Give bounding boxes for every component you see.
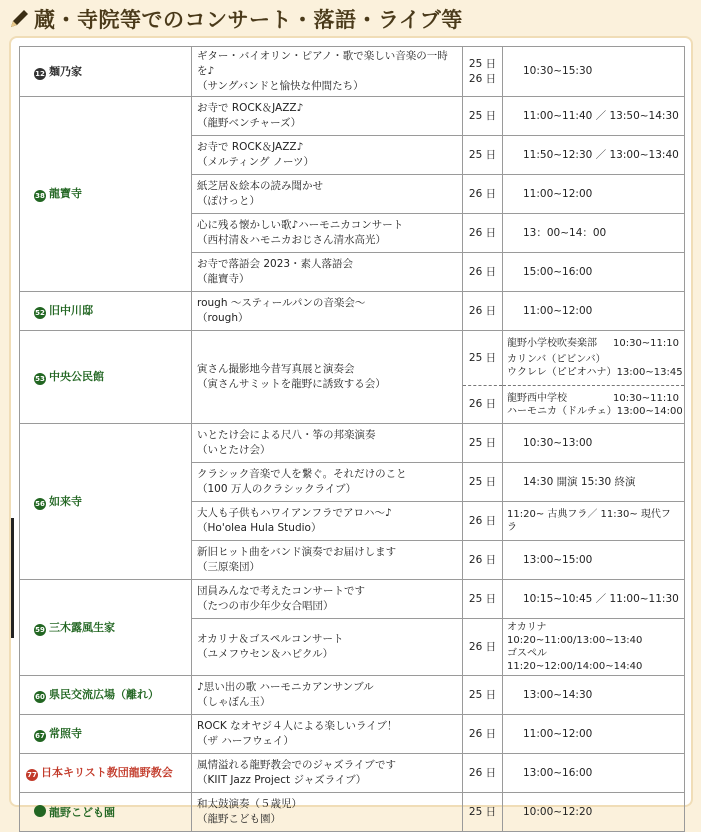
venue-marker: 12 [35, 69, 45, 78]
time-cell: 13:00~14:30 [503, 676, 685, 715]
table-row [20, 47, 685, 97]
venue-marker: 77 [27, 771, 37, 779]
event-performer: （三原楽団） [197, 561, 260, 573]
venue-cell [20, 676, 192, 715]
venue-name: 麺乃家 [49, 64, 82, 78]
event-day: 25 日 [463, 136, 503, 175]
time-cell [503, 331, 685, 386]
table-row [20, 292, 685, 331]
event-title: 団員みんなで考えたコンサートです [197, 585, 365, 597]
table-row [20, 754, 685, 793]
sub-item-name: ウクレレ（ピピオハナ） [507, 367, 617, 378]
event-performer: （ぽけっと） [197, 195, 260, 207]
venue-cell [20, 754, 192, 793]
event-cell [192, 97, 463, 136]
table-row [20, 424, 685, 463]
time-cell: 11:00~12:00 [503, 292, 685, 331]
venue-cell [20, 331, 192, 424]
event-performer: （Ho'olea Hula Studio） [197, 522, 322, 534]
event-day: 25 日 [468, 57, 497, 70]
time-cell: 14:30 開演 15:30 終演 [503, 463, 685, 502]
table-row [20, 676, 685, 715]
venue-marker: 67 [35, 732, 45, 740]
time-cell [503, 619, 685, 676]
event-performer: （龍野こども園） [197, 813, 281, 825]
event-performer: （100 万人のクラシックライブ） [197, 483, 357, 495]
event-title: 心に残る懐かしい歌♪ハーモニカコンサート [197, 219, 404, 231]
event-cell [192, 175, 463, 214]
event-title: お寺で落語会 2023・素人落語会 [197, 258, 354, 270]
event-title: 寅さん撮影地今昔写真展と演奏会 [197, 363, 355, 375]
event-cell [192, 676, 463, 715]
time-line: ゴスペル 11:20~12:00/14:00~14:40 [507, 648, 643, 672]
day-cell [463, 47, 503, 97]
venue-marker: 59 [35, 625, 45, 634]
event-title: オカリナ＆ゴスペルコンサート [197, 633, 344, 645]
event-day: 26 日 [463, 214, 503, 253]
venue-marker: 56 [35, 499, 45, 508]
event-day: 26 日 [463, 502, 503, 541]
time-cell: 11:20~ 古典フラ／ 11:30~ 現代フラ [503, 502, 685, 541]
table-row [20, 715, 685, 754]
schedule-table [19, 46, 685, 832]
sub-item-time: 10:30~11:10 [612, 392, 679, 404]
event-day: 25 日 [463, 424, 503, 463]
event-performer: （龍寶寺） [197, 273, 250, 285]
event-cell [192, 214, 463, 253]
edge-bar [11, 518, 14, 638]
event-cell [192, 47, 463, 97]
venue-name: 県民交流広場（離れ） [49, 688, 159, 701]
event-cell [192, 580, 463, 619]
table-row [20, 580, 685, 619]
venue-cell [20, 47, 192, 97]
event-day: 26 日 [463, 715, 503, 754]
sub-item-time: 10:30~11:10 [612, 338, 679, 349]
sub-item [507, 392, 679, 405]
sub-item [507, 366, 683, 379]
event-title: いとたけ会による尺八・筝の邦楽演奏 [197, 429, 376, 441]
event-cell [192, 292, 463, 331]
event-title: お寺で ROCK＆JAZZ♪ [197, 102, 304, 114]
table-row [20, 331, 685, 386]
venue-name: 龍野こども園 [49, 805, 115, 819]
event-performer: （しゃぼん玉） [197, 696, 271, 708]
venue-marker: 38 [35, 192, 45, 200]
time-cell: 13:00~15:00 [503, 541, 685, 580]
event-cell [192, 253, 463, 292]
time-cell: 11:50~12:30 ／ 13:00~13:40 [503, 136, 685, 175]
table-row [20, 793, 685, 832]
schedule-panel [11, 38, 691, 825]
sub-item-name: 龍野西中学校 [507, 392, 567, 404]
event-performer: （いとたけ会） [197, 444, 271, 456]
event-title: ギター・バイオリン・ピアノ・歌で楽しい音楽の一時を♪ [197, 50, 448, 77]
event-title: ROCK なオヤジ４人による楽しいライブ！ [197, 720, 398, 732]
sub-item-name: カリンバ（ピビンバ） [507, 354, 606, 365]
sub-item-time: 13:00~13:45 [616, 367, 683, 378]
event-day: 26 日 [463, 754, 503, 793]
event-cell [192, 793, 463, 832]
time-cell: 11:00~12:00 [503, 715, 685, 754]
event-performer: （サングバンドと愉快な仲間たち） [197, 80, 364, 92]
time-cell: 10:30~13:00 [503, 424, 685, 463]
event-performer: （メルティング ノーツ） [197, 156, 315, 168]
sub-item-name: ハーモニカ（ドルチェ） [507, 405, 617, 417]
venue-name: 常照寺 [49, 727, 82, 740]
sub-item [507, 353, 679, 366]
event-day: 25 日 [463, 97, 503, 136]
event-day: 25 日 [463, 676, 503, 715]
event-cell [192, 541, 463, 580]
venue-name: 日本キリスト教団龍野教会 [41, 766, 173, 779]
pencil-icon [8, 8, 30, 30]
table-row [20, 97, 685, 136]
time-cell: 11:00~11:40 ／ 13:50~14:30 [503, 97, 685, 136]
event-performer: （西村清＆ハモニカおじさん清水高光） [197, 234, 386, 246]
venue-marker-dot [34, 805, 46, 817]
venue-marker: 52 [35, 309, 45, 317]
venue-name: 龍寶寺 [49, 187, 82, 200]
venue-cell [20, 424, 192, 580]
venue-name: 三木露風生家 [49, 620, 115, 634]
time-cell: 11:00~12:00 [503, 175, 685, 214]
time-cell: 15:00~16:00 [503, 253, 685, 292]
venue-marker: 60 [35, 693, 45, 701]
event-cell [192, 331, 463, 424]
sub-item-name: 龍野小学校吹奏楽部 [507, 338, 597, 349]
venue-cell [20, 97, 192, 292]
event-day: 25 日 [463, 463, 503, 502]
sub-item [507, 405, 683, 418]
time-cell: 10:00~12:20 [503, 793, 685, 832]
event-title: 風情溢れる龍野教会でのジャズライブです [197, 759, 396, 771]
time-cell [503, 386, 685, 424]
event-day: 26 日 [463, 619, 503, 676]
time-cell: 10:15~10:45 ／ 11:00~11:30 [503, 580, 685, 619]
event-title: 和太鼓演奏（５歳児） [197, 798, 302, 810]
venue-cell [20, 715, 192, 754]
event-title: ♪思い出の歌 ハーモニカアンサンブル [197, 681, 374, 693]
event-day: 25 日 [463, 331, 503, 386]
event-day: 26 日 [463, 541, 503, 580]
event-performer: （KIIT Jazz Project ジャズライブ） [197, 774, 367, 786]
event-day: 26 日 [463, 253, 503, 292]
event-performer: （寅さんサミットを龍野に誘致する会） [197, 378, 386, 390]
event-day: 25 日 [463, 793, 503, 832]
venue-cell [20, 292, 192, 331]
time-cell: 13:00~16:00 [503, 754, 685, 793]
time-cell: 13：00~14：00 [503, 214, 685, 253]
event-title: rough ～スティールパンの音楽会～ [197, 297, 366, 309]
time-cell: 10:30~15:30 [503, 47, 685, 97]
time-line: オカリナ 10:20~11:00/13:00~13:40 [507, 622, 643, 646]
venue-name: 旧中川邸 [49, 304, 93, 317]
event-performer: （ザ ハーフウェイ） [197, 735, 294, 747]
venue-name: 中央公民館 [49, 370, 104, 383]
event-cell [192, 715, 463, 754]
event-day: 26 日 [468, 72, 497, 85]
sub-item [507, 337, 679, 350]
event-performer: （rough） [197, 312, 249, 324]
sub-item-time: 13:00~14:00 [616, 405, 683, 417]
event-title: クラシック音楽で人を繋ぐ。それだけのこと [197, 468, 407, 480]
event-cell [192, 619, 463, 676]
event-title: 大人も子供もハワイアンフラでアロハ～♪ [197, 507, 392, 519]
event-performer: （龍野ベンチャーズ） [197, 117, 302, 129]
event-day: 26 日 [463, 292, 503, 331]
event-cell [192, 754, 463, 793]
event-title: 紙芝居＆絵本の読み聞かせ [197, 180, 323, 192]
event-cell [192, 463, 463, 502]
venue-name: 如来寺 [49, 494, 82, 508]
event-day: 26 日 [463, 386, 503, 424]
event-performer: （ユメフウセン＆ハピクル） [197, 648, 334, 660]
event-cell [192, 502, 463, 541]
event-day: 25 日 [463, 580, 503, 619]
event-title: 新旧ヒット曲をバンド演奏でお届けします [197, 546, 397, 558]
section-header [0, 0, 701, 36]
event-cell [192, 136, 463, 175]
event-day: 26 日 [463, 175, 503, 214]
page-title: 蔵・寺院等でのコンサート・落語・ライブ等 [34, 8, 463, 32]
event-performer: （たつの市少年少女合唱団） [197, 600, 334, 612]
venue-marker: 53 [35, 375, 45, 383]
event-title: お寺で ROCK＆JAZZ♪ [197, 141, 304, 153]
venue-cell [20, 793, 192, 832]
event-cell [192, 424, 463, 463]
venue-cell [20, 580, 192, 676]
